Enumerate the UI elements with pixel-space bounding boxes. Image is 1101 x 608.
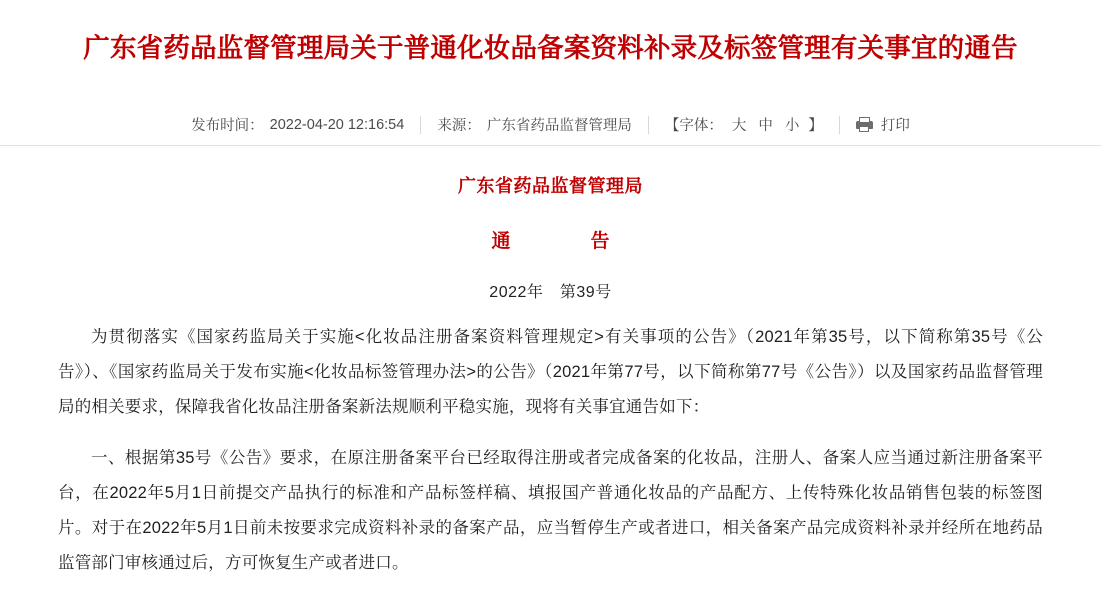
source: [421, 114, 648, 135]
notice-heading: 通 告: [491, 230, 624, 252]
font-size-medium-button[interactable]: 中: [758, 118, 773, 135]
page-title: 广东省药品监督管理局关于普通化妆品备案资料补录及标签管理有关事宜的通告: [83, 32, 1018, 63]
publish-time-value: 2022-04-20 12:16:54: [269, 116, 405, 133]
paragraph: 一、根据第35号《公告》要求，在原注册备案平台已经取得注册或者完成备案的化妆品，注册人、备案人应当通过新注册备案平台，在2022年5月1日前提交产品执行的标准和产品标签样稿、填报国产普通化妆品的产品配方、上传特殊化妆品销售包装的标签图片。对于在2022年5月1日前未按要求完成资料补录的备案产品，应当暂停生产或者进口，相关备案产品完成资料补录并经所在地药品监管部门审核通过后，方可恢复生产或者进口。: [58, 449, 1043, 573]
source-value: 广东省药品监督管理局: [486, 118, 632, 135]
document-body: [0, 146, 1101, 608]
font-size-switcher: [649, 114, 839, 135]
document-meta-bar: [0, 105, 1101, 145]
paragraph: 为贯彻落实《国家药监局关于实施<化妆品注册备案资料管理规定>有关事项的公告》（2021年第35号，以下简称第35号《公告》）、《国家药监局关于发布实施<化妆品标签管理办法>的公告》（2021年第77号，以下简称第77号《公告》）以及国家药品监督管理局的相关要求，保障我省化妆品注册备案新法规顺利平稳实施，现将有关事宜通告如下：: [58, 327, 1043, 416]
document-number: 2022年 第39号: [489, 283, 612, 301]
publish-time-label: 发布时间：: [191, 118, 264, 135]
source-label: 来源：: [437, 118, 481, 135]
font-size-large-button[interactable]: 大: [731, 118, 747, 135]
print-label: 打印: [880, 118, 910, 135]
publish-time: [175, 114, 420, 135]
font-size-label: 【字体：: [664, 118, 723, 135]
issuing-organization: 广东省药品监督管理局: [458, 175, 643, 196]
font-size-label-end: 】: [808, 118, 823, 135]
printer-icon: [856, 117, 873, 132]
page-title-wrapper: [0, 0, 1101, 93]
font-size-small-button[interactable]: 小: [784, 118, 800, 135]
print-button[interactable]: [840, 114, 926, 135]
